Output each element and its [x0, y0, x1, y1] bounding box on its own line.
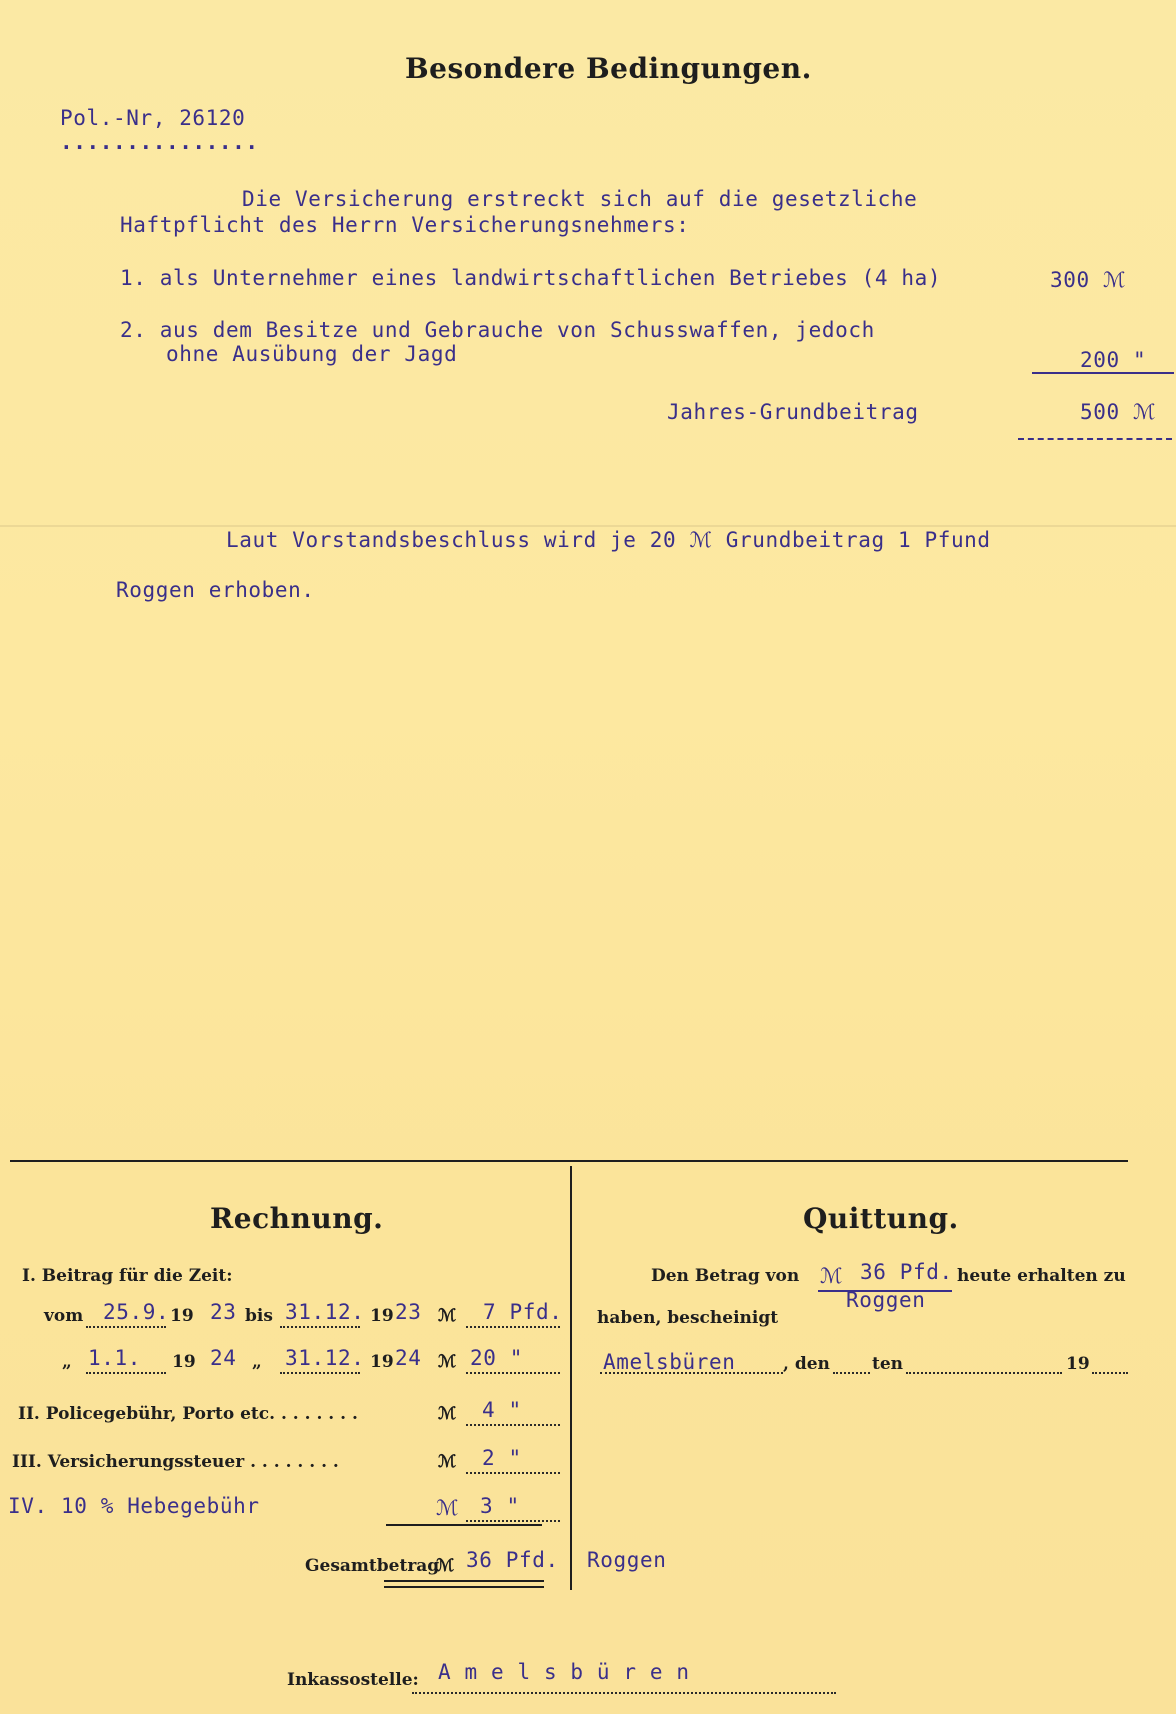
policy-number: Pol.-Nr, 26120: [60, 106, 246, 130]
intro-line-1: Die Versicherung erstreckt sich auf die gesetzliche: [242, 187, 918, 211]
inkassostelle-label: Inkassostelle:: [287, 1670, 419, 1690]
rechnung-row-2-quote-1: „: [62, 1352, 72, 1372]
rechnung-row-5-amount: 3 ": [480, 1494, 520, 1518]
rechnung-row-4-mark: ℳ: [438, 1452, 457, 1472]
dotline: [833, 1372, 870, 1374]
annual-base-label: Jahres-Grundbeitrag: [667, 400, 919, 424]
rechnung-row-1-from-year: 23: [210, 1300, 237, 1324]
quittung-den: , den: [783, 1354, 830, 1374]
dotline: [280, 1372, 360, 1374]
item-1-amount: 300 ℳ: [1050, 268, 1127, 292]
quittung-line-1-prefix: Den Betrag von: [651, 1266, 800, 1286]
rechnung-row-1-label: I. Beitrag für die Zeit:: [22, 1266, 233, 1286]
quittung-line-1-mark: ℳ: [820, 1264, 844, 1288]
quittung-ten: ten: [872, 1354, 904, 1374]
quittung-line-1-suffix: heute erhalten zu: [957, 1266, 1126, 1286]
total-double-underline-2: [384, 1586, 544, 1588]
rechnung-row-2-from-year: 24: [210, 1346, 237, 1370]
annual-base-amount: 500 ℳ: [1080, 400, 1157, 424]
dotline: [600, 1372, 783, 1374]
dotline: [466, 1372, 560, 1374]
inkassostelle-value: A m e l s b ü r e n: [438, 1660, 690, 1684]
rechnung-vom: vom: [44, 1306, 84, 1326]
rechnung-row-5-label: IV. 10 % Hebegebühr: [8, 1494, 260, 1518]
rechnung-row-1-mark: ℳ: [438, 1306, 457, 1326]
rechnung-total-suffix: Roggen: [587, 1548, 667, 1572]
policy-dots: ...............: [60, 130, 259, 154]
column-divider: [570, 1166, 572, 1590]
rechnung-total-mark: ℳ: [436, 1556, 455, 1576]
rechnung-row-2-from: 1.1.: [88, 1346, 141, 1370]
note-line-1: Laut Vorstandsbeschluss wird je 20 ℳ Grundbeitrag 1 Pfund: [226, 528, 991, 552]
quittung-year-19: 19: [1066, 1354, 1090, 1374]
quittung-line-2: haben, bescheinigt: [597, 1308, 779, 1328]
dotline: [466, 1424, 560, 1426]
item-1-text: 1. als Unternehmer eines landwirtschaftlichen Betriebes (4 ha): [120, 266, 942, 290]
rechnung-row-1-to: 31.12.: [285, 1300, 365, 1324]
item-2-amount: 200 ": [1080, 348, 1147, 372]
quittung-title: Quittung.: [803, 1202, 959, 1235]
rechnung-row-2-to-year: 24: [395, 1346, 422, 1370]
item-2-line-1: 2. aus dem Besitze und Gebrauche von Schusswaffen, jedoch: [120, 318, 875, 342]
dotline: [466, 1520, 560, 1522]
rechnung-row-2-quote-2: „: [252, 1352, 262, 1372]
rechnung-total-label: Gesamtbetrag: [305, 1556, 440, 1576]
quittung-amount-sub: Roggen: [846, 1288, 926, 1312]
rechnung-row-2-19b: 19: [370, 1352, 394, 1372]
dotline: [466, 1326, 560, 1328]
paper-fold: [0, 525, 1176, 527]
dotline: [466, 1472, 560, 1474]
dotline: [86, 1372, 166, 1374]
rechnung-row-2-mark: ℳ: [438, 1352, 457, 1372]
rechnung-row-1-amount: 7 Pfd.: [483, 1300, 563, 1324]
total-double-underline-1: [384, 1580, 544, 1582]
rechnung-row-1-19b: 19: [370, 1306, 394, 1326]
dotline: [280, 1326, 360, 1328]
quittung-place: Amelsbüren: [603, 1350, 736, 1374]
rechnung-row-1-19a: 19: [170, 1306, 194, 1326]
intro-line-2: Haftpflicht des Herrn Versicherungsnehmers:: [120, 213, 690, 237]
quittung-amount: 36 Pfd.: [860, 1260, 953, 1284]
dotline: [1092, 1372, 1128, 1374]
dotline: [906, 1372, 1062, 1374]
rechnung-row-2-to: 31.12.: [285, 1346, 365, 1370]
rechnung-row-1-to-year: 23: [395, 1300, 422, 1324]
section-divider: [10, 1160, 1128, 1162]
rechnung-total-amount: 36 Pfd.: [466, 1548, 559, 1572]
dotline: [86, 1326, 166, 1328]
sum-underline: [386, 1524, 542, 1526]
rechnung-row-1-from: 25.9.: [103, 1300, 170, 1324]
item-2-line-2: ohne Ausübung der Jagd: [166, 342, 458, 366]
dotline: [412, 1692, 836, 1694]
rechnung-row-4-label: III. Versicherungssteuer . . . . . . . .: [12, 1452, 339, 1472]
rechnung-row-3-amount: 4 ": [482, 1398, 522, 1422]
note-line-2: Roggen erhoben.: [116, 578, 315, 602]
rechnung-bis: bis: [245, 1306, 273, 1326]
rechnung-row-2-amount: 20 ": [470, 1346, 523, 1370]
rechnung-row-2-19a: 19: [172, 1352, 196, 1372]
document-title: Besondere Bedingungen.: [405, 52, 812, 85]
rechnung-row-3-label: II. Policegebühr, Porto etc. . . . . . . .: [18, 1404, 358, 1424]
rechnung-row-3-mark: ℳ: [438, 1404, 457, 1424]
total-dash-underline: [1018, 438, 1172, 440]
rechnung-title: Rechnung.: [210, 1202, 384, 1235]
rechnung-row-5-mark: ℳ: [436, 1496, 460, 1520]
rechnung-row-4-amount: 2 ": [482, 1446, 522, 1470]
subtotal-underline: [1032, 372, 1174, 374]
